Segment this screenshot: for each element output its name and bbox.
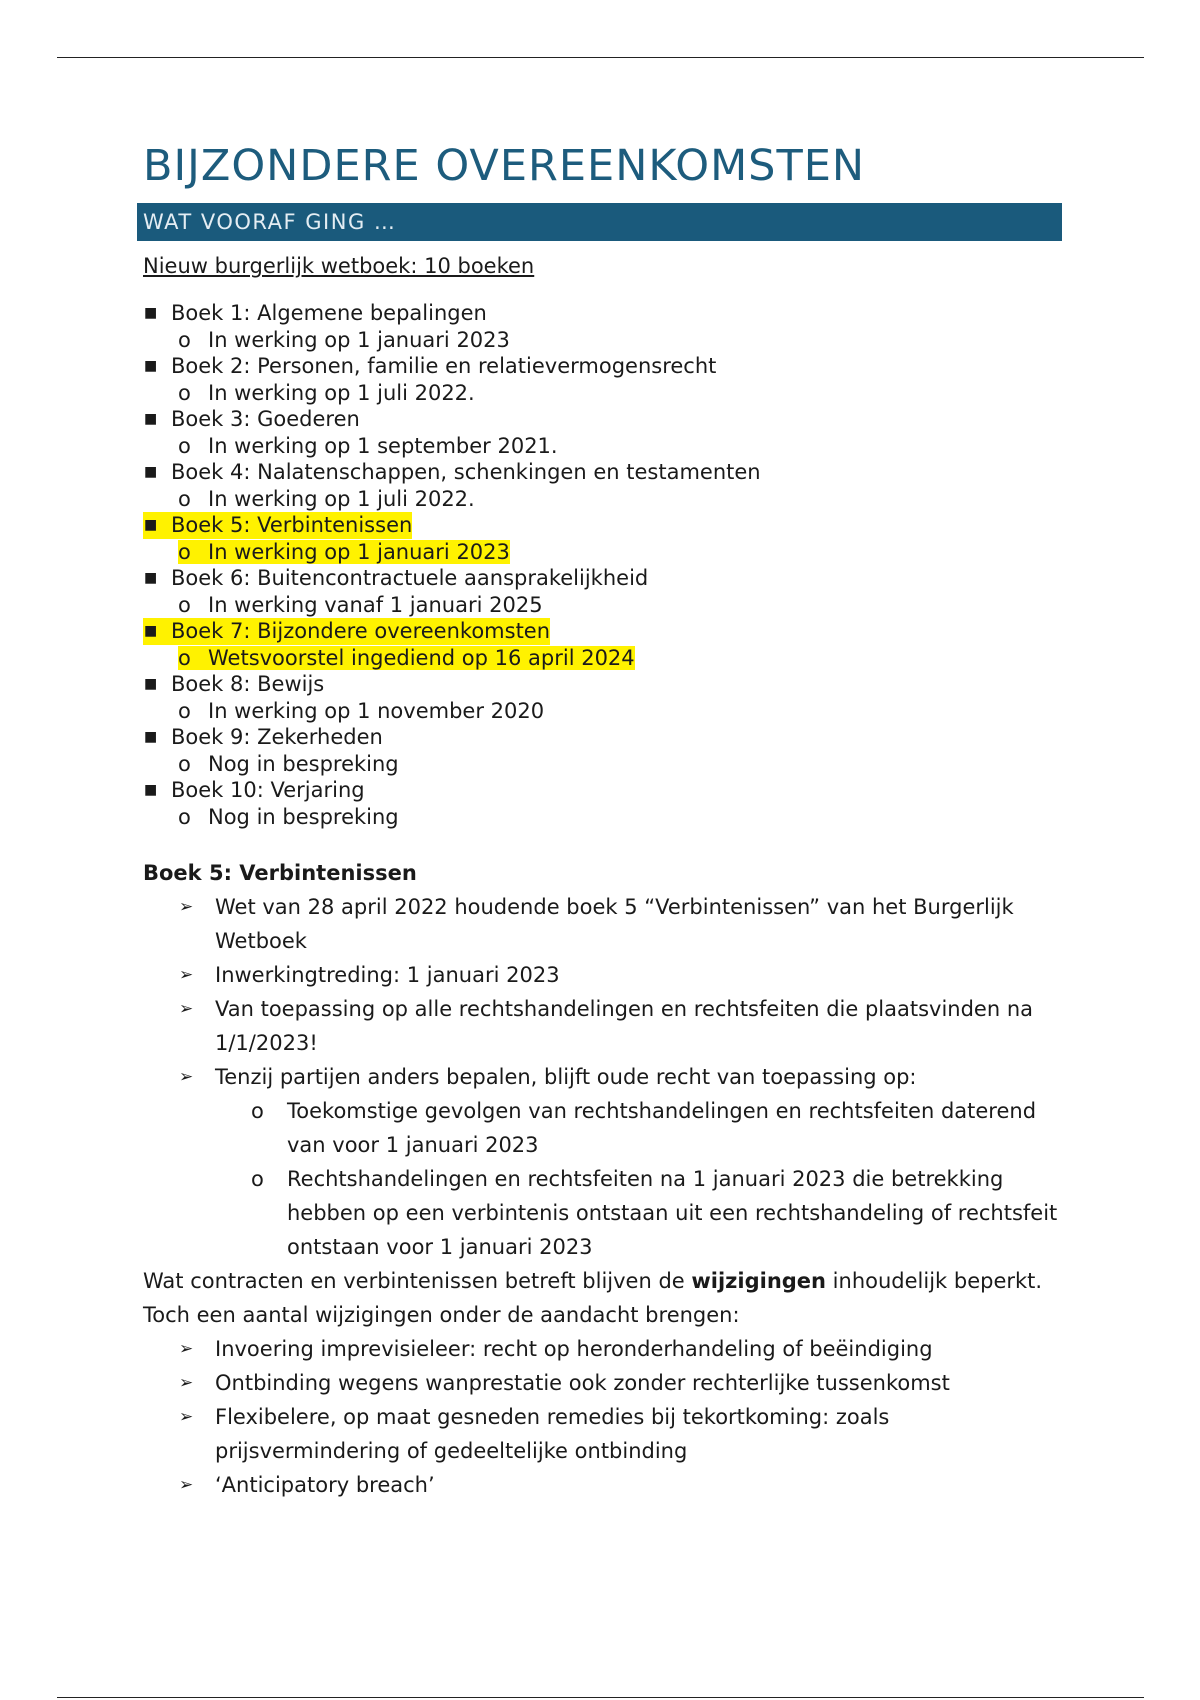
arrow-bullet-icon: ➢ xyxy=(179,1339,194,1359)
book-line xyxy=(143,406,360,433)
section-header: WAT VOORAF GING … xyxy=(137,203,1062,241)
circle-bullet-icon: o xyxy=(251,1099,264,1123)
list-item xyxy=(179,1060,1063,1264)
list-item xyxy=(251,1162,1063,1264)
highlight-mark xyxy=(178,540,510,564)
book-list xyxy=(143,300,1063,830)
square-bullet-icon: ■ xyxy=(144,517,158,533)
arrow-bullet-icon: ➢ xyxy=(179,1067,194,1087)
book-status: In werking op 1 september 2021. xyxy=(208,433,558,458)
book-line xyxy=(143,777,365,804)
book-status-line xyxy=(143,804,399,831)
book-label: Boek 2: Personen, familie en relatievermogensrecht xyxy=(171,354,717,378)
square-bullet-icon: ■ xyxy=(144,623,158,639)
book-label: Boek 7: Bijzondere overeenkomsten xyxy=(171,619,551,643)
book-label: Boek 6: Buitencontractuele aansprakelijkheid xyxy=(171,566,649,590)
book-label: Boek 3: Goederen xyxy=(171,407,360,431)
book-item xyxy=(143,300,1063,353)
book-status-line xyxy=(143,698,544,725)
para-text: inhoudelijk beperkt. xyxy=(826,1269,1043,1293)
arrow-bullet-icon: ➢ xyxy=(179,965,194,985)
book-item xyxy=(143,671,1063,724)
list-item xyxy=(179,1366,1063,1400)
point-text: Tenzij partijen anders bepalen, blijft oude recht van toepassing op: xyxy=(215,1065,917,1089)
book5-heading: Boek 5: Verbintenissen xyxy=(143,861,417,885)
circle-bullet-icon: o xyxy=(178,645,191,670)
arrow-bullet-icon: ➢ xyxy=(179,999,194,1019)
list-item xyxy=(179,1468,1063,1502)
book-status-line xyxy=(143,327,510,354)
book-status: Wetsvoorstel ingediend op 16 april 2024 xyxy=(208,645,635,670)
book-status-line xyxy=(143,380,475,407)
circle-bullet-icon: o xyxy=(178,327,191,352)
book-line xyxy=(143,459,761,486)
change-text: Ontbinding wegens wanprestatie ook zonder rechterlijke tussenkomst xyxy=(215,1371,950,1395)
circle-bullet-icon: o xyxy=(178,592,191,617)
list-item xyxy=(179,1400,1063,1468)
circle-bullet-icon: o xyxy=(178,486,191,511)
list-item xyxy=(179,958,1063,992)
book-label: Boek 1: Algemene bepalingen xyxy=(171,301,487,325)
exceptions-list xyxy=(215,1094,1063,1264)
square-bullet-icon: ■ xyxy=(144,570,158,586)
arrow-bullet-icon: ➢ xyxy=(179,897,194,917)
book-item-highlighted xyxy=(143,512,1063,565)
square-bullet-icon: ■ xyxy=(144,305,158,321)
square-bullet-icon: ■ xyxy=(144,464,158,480)
book-line xyxy=(143,565,648,592)
book-status: In werking op 1 januari 2023 xyxy=(208,327,510,352)
exception-text: Rechtshandelingen en rechtsfeiten na 1 januari 2023 die betrekking hebben op een verbintenis ontstaan uit een rechtshandeling of rechtsfeit ontstaan voor 1 januari 2023 xyxy=(287,1167,1058,1259)
square-bullet-icon: ■ xyxy=(144,676,158,692)
book-status-line xyxy=(143,592,543,619)
book-item xyxy=(143,353,1063,406)
square-bullet-icon: ■ xyxy=(144,358,158,374)
point-text: Wet van 28 april 2022 houdende boek 5 “Verbintenissen” van het Burgerlijk Wetboek xyxy=(215,895,1014,953)
paragraph-changes-limited xyxy=(143,1264,1063,1298)
book-item-highlighted xyxy=(143,618,1063,671)
change-text: Flexibelere, op maat gesneden remedies bij tekortkoming: zoals prijsvermindering of gedeeltelijke ontbinding xyxy=(215,1405,890,1463)
book-line xyxy=(143,300,487,327)
list-item xyxy=(179,992,1063,1060)
square-bullet-icon: ■ xyxy=(144,411,158,427)
circle-bullet-icon: o xyxy=(178,380,191,405)
list-item xyxy=(251,1094,1063,1162)
para-text: Wat contracten en verbintenissen betreft blijven de xyxy=(143,1269,692,1293)
book-status: Nog in bespreking xyxy=(208,751,399,776)
circle-bullet-icon: o xyxy=(178,433,191,458)
book-status: In werking op 1 juli 2022. xyxy=(208,380,475,405)
book-line xyxy=(143,618,550,645)
book-label: Boek 4: Nalatenschappen, schenkingen en testamenten xyxy=(171,460,761,484)
book-label: Boek 10: Verjaring xyxy=(171,778,365,802)
page-title: BIJZONDERE OVEREENKOMSTEN xyxy=(143,141,866,191)
circle-bullet-icon: o xyxy=(178,804,191,829)
book-item xyxy=(143,459,1063,512)
changes-list xyxy=(143,1332,1063,1502)
intro-heading: Nieuw burgerlijk wetboek: 10 boeken xyxy=(143,254,535,278)
list-item xyxy=(179,1332,1063,1366)
book5-points xyxy=(143,890,1063,1264)
change-text: ‘Anticipatory breach’ xyxy=(215,1473,435,1497)
book-line xyxy=(143,671,324,698)
footer-rule xyxy=(57,1697,1144,1698)
book-label: Boek 9: Zekerheden xyxy=(171,725,383,749)
book-item xyxy=(143,724,1063,777)
book-status-line xyxy=(143,486,475,513)
point-text: Inwerkingtreding: 1 januari 2023 xyxy=(215,963,560,987)
point-text: Van toepassing op alle rechtshandelingen en rechtsfeiten die plaatsvinden na 1/1/2023! xyxy=(215,997,1034,1055)
book-status: Nog in bespreking xyxy=(208,804,399,829)
book-status-line xyxy=(143,539,510,566)
arrow-bullet-icon: ➢ xyxy=(179,1475,194,1495)
book-line xyxy=(143,512,412,539)
document-body xyxy=(143,140,1063,1502)
circle-bullet-icon: o xyxy=(178,539,191,564)
exception-text: Toekomstige gevolgen van rechtshandelingen en rechtsfeiten daterend van voor 1 januari 2023 xyxy=(287,1099,1037,1157)
book-status: In werking vanaf 1 januari 2025 xyxy=(208,592,543,617)
book-status-line xyxy=(143,433,558,460)
header-rule xyxy=(57,57,1144,58)
book-label: Boek 5: Verbintenissen xyxy=(171,513,413,537)
book-line xyxy=(143,724,383,751)
book-item xyxy=(143,565,1063,618)
book-status: In werking op 1 juli 2022. xyxy=(208,486,475,511)
list-item xyxy=(179,890,1063,958)
book-line xyxy=(143,353,716,380)
book-status: In werking op 1 november 2020 xyxy=(208,698,545,723)
book-status-line xyxy=(143,645,635,672)
circle-bullet-icon: o xyxy=(178,751,191,776)
square-bullet-icon: ■ xyxy=(144,729,158,745)
paragraph-intro-changes: Toch een aantal wijzigingen onder de aandacht brengen: xyxy=(143,1303,740,1327)
arrow-bullet-icon: ➢ xyxy=(179,1407,194,1427)
book-status: In werking op 1 januari 2023 xyxy=(208,539,510,564)
arrow-bullet-icon: ➢ xyxy=(179,1373,194,1393)
book-status-line xyxy=(143,751,399,778)
highlight-mark xyxy=(178,646,635,670)
para-bold-text: wijzigingen xyxy=(691,1269,826,1293)
circle-bullet-icon: o xyxy=(251,1167,264,1191)
book-item xyxy=(143,406,1063,459)
square-bullet-icon: ■ xyxy=(144,782,158,798)
change-text: Invoering imprevisieleer: recht op heronderhandeling of beëindiging xyxy=(215,1337,933,1361)
circle-bullet-icon: o xyxy=(178,698,191,723)
book-item xyxy=(143,777,1063,830)
book-label: Boek 8: Bewijs xyxy=(171,672,325,696)
